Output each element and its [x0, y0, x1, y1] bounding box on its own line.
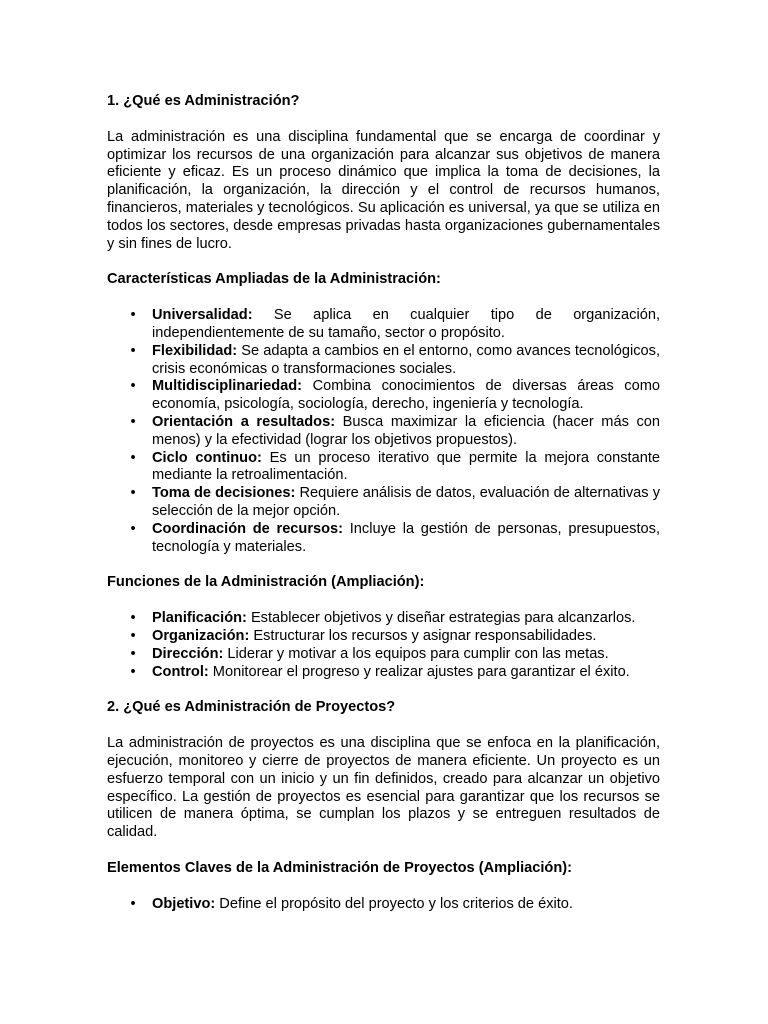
- bullet-icon: •: [130, 413, 136, 430]
- section-2-title: 2. ¿Qué es Administración de Proyectos?: [107, 699, 396, 716]
- list-item-text: Es un proceso iterativo que permite la mejora constante mediante la retroalimentación.: [152, 449, 660, 484]
- list-item-text: Monitorear el progreso y realizar ajustes para garantizar el éxito.: [208, 663, 630, 680]
- bullet-icon: •: [130, 610, 136, 627]
- bullet-icon: •: [130, 520, 136, 537]
- list-item: [107, 664, 660, 682]
- list-item: [107, 378, 660, 414]
- bullet-icon: •: [130, 485, 136, 502]
- list-item-term: Universalidad:: [152, 307, 253, 324]
- list-item: [107, 485, 660, 521]
- list-item-term: Orientación a resultados:: [152, 413, 336, 430]
- bullet-icon: •: [130, 342, 136, 359]
- list-item-term: Multidisciplinariedad:: [152, 378, 303, 395]
- list-item-text: Liderar y motivar a los equipos para cumplir con las metas.: [223, 645, 609, 662]
- bullet-icon: •: [130, 449, 136, 466]
- bullet-icon: •: [130, 307, 136, 324]
- list-item-term: Control:: [152, 663, 209, 680]
- elements-list: [107, 896, 660, 914]
- bullet-icon: •: [130, 663, 136, 680]
- bullet-icon: •: [130, 378, 136, 395]
- characteristics-list: [107, 307, 660, 556]
- list-item-text: Estructurar los recursos y asignar responsabilidades.: [249, 627, 597, 644]
- functions-list: [107, 610, 660, 681]
- elements-heading: Elementos Claves de la Administración de Proyectos (Ampliación):: [107, 859, 572, 876]
- list-item: [107, 414, 660, 450]
- section-2-paragraph: La administración de proyectos es una disciplina que se enfoca en la planificación, ejecución, monitoreo y cierre de proyectos de manera eficiente. Un proyecto es un esfuerzo temporal con un inicio y un fin definidos, creado para alcanzar un objetivo específico. La gestión de proyectos es esencial para garantizar que los recursos se utilicen de manera óptima, se cumplan los plazos y se entreguen resultados de calidad.: [107, 735, 660, 841]
- list-item: [107, 307, 660, 343]
- characteristics-heading: Características Ampliadas de la Administración:: [107, 271, 441, 288]
- functions-heading: Funciones de la Administración (Ampliación):: [107, 574, 425, 591]
- list-item-text: Se adapta a cambios en el entorno, como avances tecnológicos, crisis económicas o transformaciones sociales.: [152, 342, 660, 377]
- list-item: [107, 343, 660, 379]
- list-item: [107, 450, 660, 486]
- section-1-title: 1. ¿Qué es Administración?: [107, 93, 300, 109]
- list-item-text: Busca maximizar la eficiencia (hacer más con menos) y la efectividad (lograr los objetivos propuestos).: [152, 413, 660, 448]
- list-item-term: Flexibilidad:: [152, 342, 238, 359]
- list-item-term: Coordinación de recursos:: [152, 520, 344, 537]
- list-item-term: Ciclo continuo:: [152, 449, 262, 466]
- list-item: [107, 646, 660, 664]
- list-item-text: Se aplica en cualquier tipo de organización, independientemente de su tamaño, sector o propósito.: [152, 307, 660, 341]
- list-item: [107, 896, 660, 914]
- list-item-term: Planificación:: [152, 610, 247, 627]
- list-item-text: Define el propósito del proyecto y los criterios de éxito.: [215, 895, 573, 912]
- list-item-term: Organización:: [152, 627, 250, 644]
- bullet-icon: •: [130, 627, 136, 644]
- bullet-icon: •: [130, 895, 136, 912]
- list-item-term: Dirección:: [152, 645, 224, 662]
- list-item-text: Requiere análisis de datos, evaluación de alternativas y selección de la mejor opción.: [152, 485, 660, 519]
- list-item-term: Toma de decisiones:: [152, 485, 296, 502]
- list-item: [107, 628, 660, 646]
- list-item: [107, 610, 660, 628]
- list-item-text: Incluye la gestión de personas, presupuestos, tecnología y materiales.: [152, 520, 660, 555]
- document-body: [107, 93, 660, 913]
- list-item: [107, 521, 660, 557]
- list-item-term: Objetivo:: [152, 895, 216, 912]
- section-1-paragraph: La administración es una disciplina fundamental que se encarga de coordinar y optimizar los recursos de una organización para alcanzar sus objetivos de manera eficiente y eficaz. Es un proceso dinámico que implica la toma de decisiones, la planificación, la organización, la dirección y el control de recursos humanos, financieros, materiales y tecnológicos. Su aplicación es universal, ya que se utiliza en todos los sectores, desde empresas privadas hasta organizaciones gubernamentales y sin fines de lucro.: [107, 128, 660, 252]
- list-item-text: Combina conocimientos de diversas áreas como economía, psicología, sociología, derecho, ingeniería y tecnología.: [152, 378, 660, 413]
- list-item-text: Establecer objetivos y diseñar estrategias para alcanzarlos.: [246, 610, 636, 627]
- bullet-icon: •: [130, 645, 136, 662]
